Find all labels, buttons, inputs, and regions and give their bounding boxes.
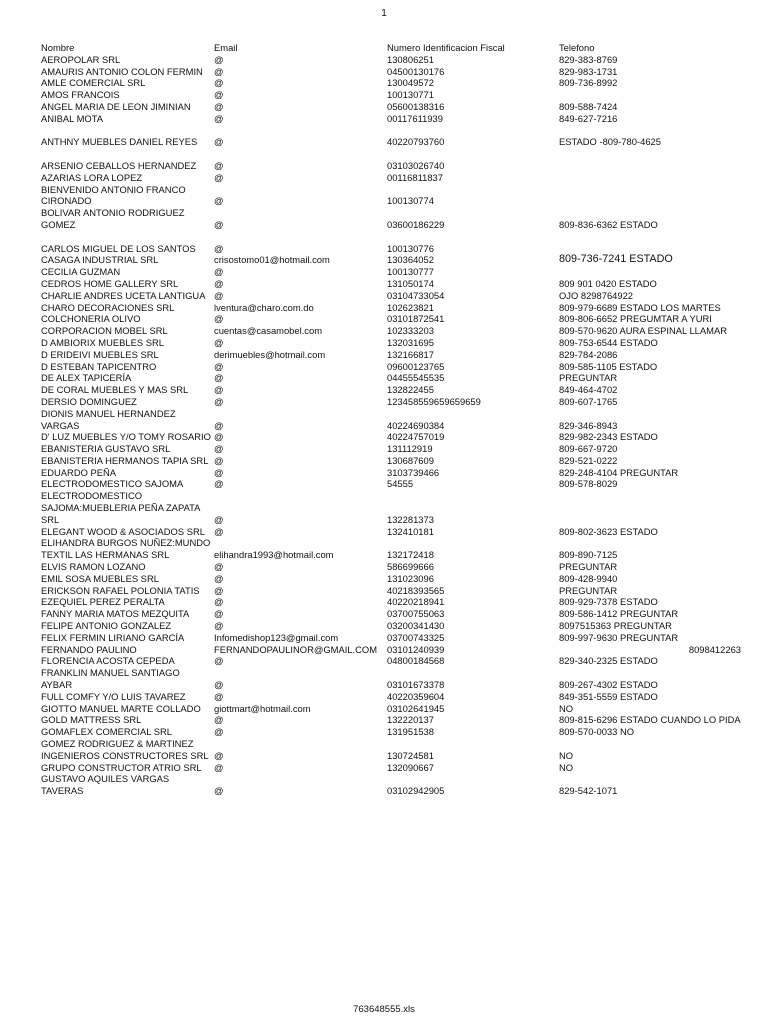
cell-name: ANTHNY MUEBLES DANIEL REYES — [41, 136, 198, 148]
table-row — [41, 66, 741, 78]
table-row — [41, 160, 741, 172]
cell-tax-id: 05600138316 — [387, 100, 445, 112]
table-row — [41, 101, 741, 113]
cell-name: BIENVENIDO ANTONIO FRANCO CIRONADO — [41, 183, 186, 207]
cell-name: AMLE COMERCIAL SRL — [41, 77, 146, 89]
cell-name: ELECTRODOMESTICO SAJOMA — [41, 478, 184, 490]
cell-tax-id: 130364052 — [387, 254, 434, 266]
cell-name: CORPORACION MOBEL SRL — [41, 325, 168, 337]
cell-tax-id: 102333203 — [387, 325, 434, 337]
table-row — [41, 113, 741, 125]
cell-name: GOMEZ RODRIGUEZ & MARTINEZ INGENIEROS CONSTRUCTORES SRL — [41, 738, 209, 761]
cell-name: ERICKSON RAFAEL POLONIA TATIS — [41, 584, 200, 596]
cell-email: @ — [214, 761, 224, 773]
cell-phone: 829-383-8769 — [559, 53, 618, 65]
cell-phone: 809-979-6689 ESTADO LOS MARTES — [559, 301, 721, 313]
footer-filename: 763648555.xls — [353, 1004, 415, 1015]
cell-name: FLORENCIA ACOSTA CEPEDA — [41, 655, 175, 667]
table-row — [41, 537, 741, 561]
cell-name: BOLIVAR ANTONIO RODRIGUEZ GOMEZ — [41, 207, 185, 230]
cell-phone: NO — [559, 761, 574, 773]
cell-name: AMAURIS ANTONIO COLON FERMIN — [41, 65, 203, 77]
cell-phone: 829-521-0222 — [559, 454, 618, 466]
cell-phone: 809-586-1412 PREGUNTAR — [559, 608, 679, 620]
cell-name: D' LUZ MUEBLES Y/O TOMY ROSARIO — [41, 431, 211, 443]
table-row — [41, 266, 741, 278]
cell-tax-id: 100130774 — [387, 195, 434, 207]
cell-tax-id: 04455545535 — [387, 372, 445, 384]
cell-tax-id: 130687609 — [387, 454, 434, 466]
cell-tax-id: 03103026740 — [387, 159, 445, 171]
table-row — [41, 325, 741, 337]
cell-phone: 809-588-7424 — [559, 100, 618, 112]
table-row — [41, 361, 741, 373]
cell-email: @ — [214, 159, 224, 171]
cell-name: FERNANDO PAULINO — [41, 643, 137, 655]
cell-name: CHARO DECORACIONES SRL — [41, 301, 175, 313]
table-row — [41, 431, 741, 443]
cell-tax-id: 123458559659659659 — [387, 395, 481, 407]
cell-phone: 849-464-4702 — [559, 384, 618, 396]
cell-tax-id: 40220359604 — [387, 690, 445, 702]
cell-phone: 809-585-1105 ESTADO — [559, 360, 658, 372]
cell-tax-id: 03101673378 — [387, 679, 445, 691]
table-row — [41, 620, 741, 632]
cell-phone: 809-578-8029 — [559, 478, 618, 490]
cell-name: GOLD MATTRESS SRL — [41, 714, 142, 726]
cell-tax-id: 131050174 — [387, 277, 434, 289]
cell-email: @ — [214, 726, 224, 738]
table-row — [41, 443, 741, 455]
cell-email: derimuebles@hotmail.com — [214, 348, 326, 360]
cell-phone: 829-248-4104 PREGUNTAR — [559, 466, 679, 478]
cell-name: COLCHONERIA OLIVO — [41, 313, 141, 325]
cell-email: Infomedishop123@gmail.com — [214, 631, 339, 643]
cell-phone: 809-802-3623 ESTADO — [559, 525, 658, 537]
cell-email: @ — [214, 65, 224, 77]
table-row — [41, 455, 741, 467]
table-row — [41, 396, 741, 408]
cell-email: @ — [214, 454, 224, 466]
cell-name: FULL COMFY Y/O LUIS TAVAREZ — [41, 690, 186, 702]
cell-name: ANGEL MARIA DE LEON JIMINIAN — [41, 100, 191, 112]
cell-name: D AMBIORIX MUEBLES SRL — [41, 336, 164, 348]
cell-tax-id: 132281373 — [387, 513, 434, 525]
cell-email: @ — [214, 53, 224, 65]
table-row — [41, 632, 741, 644]
table-row — [41, 278, 741, 290]
cell-tax-id: 00117611939 — [387, 112, 443, 124]
cell-email: @ — [214, 525, 224, 537]
cell-phone: 849-627-7216 — [559, 112, 618, 124]
cell-email: @ — [214, 714, 224, 726]
cell-name: EMIL SOSA MUEBLES SRL — [41, 572, 159, 584]
cell-email: @ — [214, 620, 224, 632]
cell-email: @ — [214, 372, 224, 384]
table-row — [41, 313, 741, 325]
cell-phone: 829-983-1731 — [559, 65, 618, 77]
table-row — [41, 762, 741, 774]
cell-tax-id: 09600123765 — [387, 360, 445, 372]
page-number: 1 — [381, 8, 387, 19]
cell-name: AZARIAS LORA LOPEZ — [41, 171, 143, 183]
table-row — [41, 207, 741, 231]
cell-phone: 809-929-7378 ESTADO — [559, 596, 658, 608]
cell-email: @ — [214, 596, 224, 608]
cell-tax-id: 04800184568 — [387, 655, 445, 667]
cell-tax-id: 586699666 — [387, 561, 434, 573]
table-row — [41, 703, 741, 715]
table-row — [41, 726, 741, 738]
cell-email: @ — [214, 443, 224, 455]
table-row — [41, 608, 741, 620]
cell-email: @ — [214, 431, 224, 443]
cell-phone: 849-351-5559 ESTADO — [559, 690, 658, 702]
cell-phone: NO — [559, 749, 574, 761]
cell-phone: OJO 8298764922 — [559, 289, 634, 301]
cell-phone: 809-607-1765 — [559, 395, 618, 407]
cell-name: ELVIS RAMON LOZANO — [41, 561, 146, 573]
cell-tax-id: 130049572 — [387, 77, 434, 89]
cell-phone: PREGUNTAR — [559, 584, 618, 596]
cell-email: @ — [214, 277, 224, 289]
table-row — [41, 337, 741, 349]
table-row — [41, 691, 741, 703]
cell-name: AEROPOLAR SRL — [41, 53, 121, 65]
cell-name: CEDROS HOME GALLERY SRL — [41, 277, 179, 289]
cell-name: CHARLIE ANDRES UCETA LANTIGUA — [41, 289, 206, 301]
table-row — [41, 526, 741, 538]
cell-tax-id: 40220793760 — [387, 136, 445, 148]
cell-email: @ — [214, 100, 224, 112]
cell-phone: 809-806-6652 PREGUMTAR A YURI — [559, 313, 712, 325]
cell-phone: PREGUNTAR — [559, 372, 618, 384]
cell-name: FRANKLIN MANUEL SANTIAGO AYBAR — [41, 667, 180, 691]
table-row — [41, 655, 741, 667]
cell-name: FELIPE ANTONIO GONZALEZ — [41, 620, 172, 632]
cell-email: @ — [214, 466, 224, 478]
cell-phone: 829-982-2343 ESTADO — [559, 431, 658, 443]
table-row — [41, 184, 741, 208]
cell-phone: 809-736-7241 ESTADO — [559, 253, 673, 266]
cell-email: @ — [214, 313, 224, 325]
cell-tax-id: 132172418 — [387, 549, 434, 561]
cell-email: @ — [214, 561, 224, 573]
cell-email: @ — [214, 513, 224, 525]
cell-name: EDUARDO PEÑA — [41, 466, 117, 478]
cell-phone: 829-340-2325 ESTADO — [559, 655, 658, 667]
cell-email: lventura@charo.com.do — [214, 301, 314, 313]
cell-email: giottmart@hotmail.com — [214, 702, 311, 714]
cell-email: elihandra1993@hotmail.com — [214, 549, 334, 561]
cell-email: @ — [214, 360, 224, 372]
cell-tax-id: 132220137 — [387, 714, 434, 726]
cell-name: FANNY MARIA MATOS MEZQUITA — [41, 608, 190, 620]
cell-name: GOMAFLEX COMERCIAL SRL — [41, 726, 172, 738]
cell-tax-id: 40224757019 — [387, 431, 445, 443]
cell-tax-id: 03102641945 — [387, 702, 445, 714]
table-row — [41, 172, 741, 184]
cell-email: @ — [214, 785, 224, 797]
cell-email: @ — [214, 171, 224, 183]
cell-phone: 829-784-2086 — [559, 348, 618, 360]
cell-tax-id: 03102942905 — [387, 785, 445, 797]
table-row — [41, 136, 741, 148]
table-row — [41, 561, 741, 573]
cell-email: @ — [214, 679, 224, 691]
cell-phone: 809-428-9940 — [559, 572, 618, 584]
table-row — [41, 667, 741, 691]
header-name: Nombre — [41, 42, 75, 53]
cell-name: EZEQUIEL PEREZ PERALTA — [41, 596, 165, 608]
table-row — [41, 585, 741, 597]
cell-tax-id: 00116811837 — [387, 171, 443, 183]
cell-phone: 829-542-1071 — [559, 785, 618, 797]
cell-email: @ — [214, 384, 224, 396]
cell-tax-id: 3103739466 — [387, 466, 440, 478]
cell-tax-id: 03101240939 — [387, 643, 445, 655]
table-row — [41, 490, 741, 525]
table-row — [41, 478, 741, 490]
table-row — [41, 89, 741, 101]
table-row — [41, 254, 741, 266]
cell-phone: 809-736-8992 — [559, 77, 618, 89]
cell-email: @ — [214, 242, 224, 254]
cell-tax-id: 03200341430 — [387, 620, 445, 632]
header-row — [41, 42, 741, 54]
cell-name: FELIX FERMIN LIRIANO GARCÍA — [41, 631, 185, 643]
table-row — [41, 738, 741, 762]
cell-email: @ — [214, 289, 224, 301]
cell-email: @ — [214, 77, 224, 89]
cell-phone: 809-570-0033 NO — [559, 726, 635, 738]
table-row — [41, 408, 741, 432]
cell-name: GUSTAVO AQUILES VARGAS TAVERAS — [41, 773, 170, 797]
cell-email: @ — [214, 218, 224, 230]
table-row — [41, 54, 741, 66]
cell-name: DE ALEX TAPICERÍA — [41, 372, 132, 384]
cell-tax-id: 03700743325 — [387, 631, 445, 643]
table-row — [41, 573, 741, 585]
cell-name: ELECTRODOMESTICO SAJOMA:MUEBLERIA PEÑA ZAPATA SRL — [41, 490, 200, 525]
cell-phone: 809-815-6296 ESTADO CUANDO LO PIDA — [559, 714, 741, 726]
cell-email: @ — [214, 266, 224, 278]
table-row — [41, 714, 741, 726]
cell-tax-id: 100130777 — [387, 266, 434, 278]
cell-tax-id: 54555 — [387, 478, 414, 490]
cell-phone: 809-836-6362 ESTADO — [559, 218, 658, 230]
cell-email: @ — [214, 608, 224, 620]
cell-name: CECILIA GUZMAN — [41, 266, 121, 278]
cell-email: @ — [214, 336, 224, 348]
cell-name: GRUPO CONSTRUCTOR ATRIO SRL — [41, 761, 202, 773]
header-tax-id: Numero Identificacion Fiscal — [387, 42, 505, 53]
cell-email: @ — [214, 572, 224, 584]
table-row — [41, 773, 741, 797]
cell-name: GIOTTO MANUEL MARTE COLLADO — [41, 702, 201, 714]
spreadsheet-table — [41, 42, 741, 797]
cell-phone: 829-346-8943 — [559, 419, 618, 431]
cell-tax-id: 03700755063 — [387, 608, 445, 620]
cell-email: @ — [214, 136, 224, 148]
cell-phone: 809 901 0420 ESTADO — [559, 277, 657, 289]
cell-name: D ESTEBAN TAPICENTRO — [41, 360, 157, 372]
cell-phone: 809-890-7125 — [559, 549, 618, 561]
cell-email: @ — [214, 478, 224, 490]
cell-name: DIONIS MANUEL HERNANDEZ VARGAS — [41, 407, 176, 431]
cell-tax-id: 40218393565 — [387, 584, 445, 596]
table-row — [41, 644, 741, 656]
table-row — [41, 372, 741, 384]
cell-phone: PREGUNTAR — [559, 561, 618, 573]
cell-email: @ — [214, 749, 224, 761]
cell-tax-id: 130724581 — [387, 749, 434, 761]
cell-tax-id: 04500130176 — [387, 65, 445, 77]
cell-email: @ — [214, 690, 224, 702]
cell-tax-id: 131023096 — [387, 572, 434, 584]
table-row — [41, 384, 741, 396]
cell-tax-id: 03101872541 — [387, 313, 445, 325]
cell-tax-id: 102623821 — [387, 301, 434, 313]
cell-name: AMOS FRANCOIS — [41, 89, 120, 101]
cell-phone: ESTADO -809-780-4625 — [559, 136, 661, 148]
cell-email: @ — [214, 395, 224, 407]
cell-email: @ — [214, 112, 224, 124]
cell-tax-id: 132090667 — [387, 761, 434, 773]
cell-tax-id: 132822455 — [387, 384, 434, 396]
table-row — [41, 302, 741, 314]
table-row — [41, 596, 741, 608]
cell-email: crisostomo01@hotmail.com — [214, 254, 330, 266]
cell-phone: 809-667-9720 — [559, 443, 618, 455]
table-row — [41, 290, 741, 302]
cell-email: @ — [214, 584, 224, 596]
cell-name: DERSIO DOMINGUEZ — [41, 395, 137, 407]
table-row — [41, 349, 741, 361]
cell-name: EBANISTERIA GUSTAVO SRL — [41, 443, 171, 455]
cell-tax-id: 100130776 — [387, 242, 434, 254]
cell-email: @ — [214, 419, 224, 431]
cell-tax-id: 03104733054 — [387, 289, 445, 301]
cell-phone: NO — [559, 702, 574, 714]
cell-phone: 809-267-4302 ESTADO — [559, 679, 658, 691]
cell-phone: 8097515363 PREGUNTAR — [559, 620, 672, 632]
table-row — [41, 467, 741, 479]
cell-phone: 809-753-6544 ESTADO — [559, 336, 658, 348]
cell-tax-id: 132031695 — [387, 336, 434, 348]
cell-email: @ — [214, 89, 224, 101]
cell-name: ELIHANDRA BURGOS NUÑEZ:MUNDO TEXTIL LAS HERMANAS SRL — [41, 537, 211, 561]
cell-name: CASAGA INDUSTRIAL SRL — [41, 254, 159, 266]
cell-tax-id: 132166817 — [387, 348, 434, 360]
table-body — [41, 54, 741, 797]
cell-tax-id: 03600186229 — [387, 218, 445, 230]
table-row — [41, 77, 741, 89]
cell-tax-id: 100130771 — [387, 89, 434, 101]
cell-phone: 809-570-9620 AURA ESPINAL LLAMAR — [559, 325, 727, 337]
cell-tax-id: 132410181 — [387, 525, 434, 537]
cell-tax-id: 131112919 — [387, 443, 433, 455]
cell-email: FERNANDOPAULINOR@GMAIL.COM — [214, 643, 378, 655]
header-email: Email — [214, 42, 238, 53]
cell-phone: 8098412263 — [688, 643, 741, 655]
cell-name: ARSENIO CEBALLOS HERNANDEZ — [41, 159, 197, 171]
cell-tax-id: 131951538 — [387, 726, 434, 738]
cell-email: @ — [214, 655, 224, 667]
cell-tax-id: 40220218941 — [387, 596, 445, 608]
cell-email: @ — [214, 195, 224, 207]
cell-name: EBANISTERIA HERMANOS TAPIA SRL — [41, 454, 209, 466]
cell-tax-id: 40224690384 — [387, 419, 445, 431]
cell-name: ELEGANT WOOD & ASOCIADOS SRL — [41, 525, 205, 537]
cell-name: DE CORAL MUEBLES Y MAS SRL — [41, 384, 189, 396]
cell-name: ANIBAL MOTA — [41, 112, 103, 124]
cell-email: cuentas@casamobel.com — [214, 325, 323, 337]
cell-tax-id: 130806251 — [387, 53, 434, 65]
header-phone: Telefono — [559, 42, 595, 53]
cell-name: D ERIDEIVI MUEBLES SRL — [41, 348, 159, 360]
cell-phone: 809-997-9630 PREGUNTAR — [559, 631, 679, 643]
cell-name: CARLOS MIGUEL DE LOS SANTOS — [41, 242, 196, 254]
